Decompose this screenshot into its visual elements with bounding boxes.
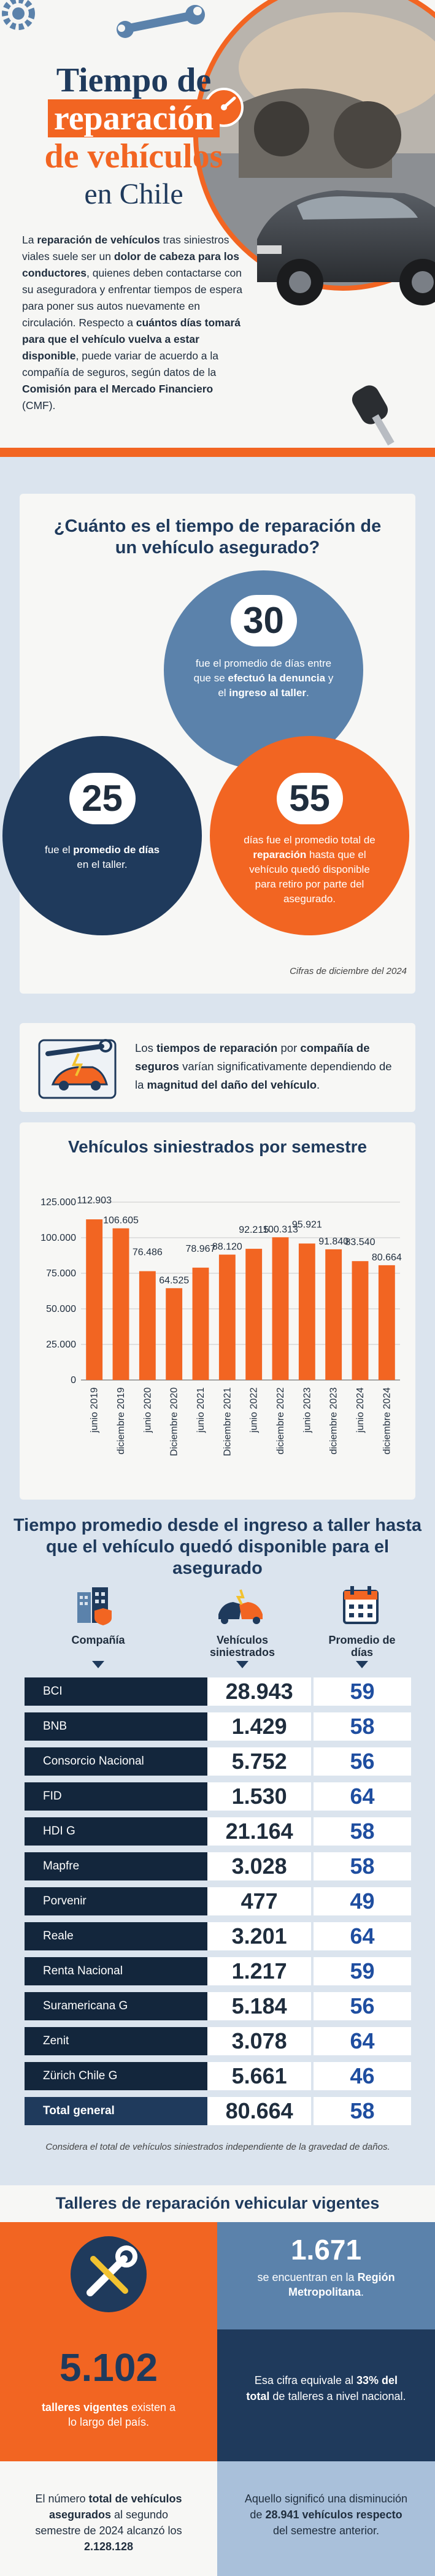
bar-diciembre-2022 [272,1237,289,1380]
table-total-row [25,2097,411,2125]
workshops-title: Talleres de reparación vehicular vigentes [55,2194,380,2212]
stat-circle-denuncia: 30 fue el promedio de días entre que se efectuó la denuncia y el ingreso al taller. [164,570,363,770]
bar-value-label: 91.840 [318,1236,349,1247]
x-tick-label: diciembre 2023 [328,1387,339,1455]
bar-value-label: 88.120 [212,1241,242,1252]
days-cell: 59 [314,1957,411,1985]
days-cell: 46 [314,2062,411,2090]
company-name-cell: Zenit [25,2027,207,2055]
bar-value-label: 80.664 [371,1252,402,1263]
y-tick-label: 75.000 [46,1268,76,1279]
workshops-title-bar [0,2185,435,2222]
stat-number-25: 25 [69,773,136,824]
hero-title [42,61,226,213]
total-workshops-number: 5.102 [59,2345,158,2390]
tile-insured-vehicles: El número total de vehículos asegurados al segundo semestre de 2024 alcanzó los 2.128.128 [0,2461,217,2576]
company-name-cell: Porvenir [25,1887,207,1915]
days-cell: 64 [314,2027,411,2055]
col-header-vehicles: Vehículos siniestrados [209,1634,275,1658]
table-row [25,1817,411,1846]
chevron-down-icon [356,1661,368,1668]
tools-icon [69,2234,148,2314]
company-name-cell: Reale [25,1922,207,1950]
bar-value-label: 64.525 [159,1275,190,1286]
days-cell: 64 [314,1922,411,1950]
vehicles-cell: 1.217 [207,1957,311,1985]
days-cell: 56 [314,1747,411,1776]
tile-total-workshops: 5.102 talleres vigentes existen a lo largo del país. [0,2222,217,2461]
bar-value-label: 112.903 [77,1195,112,1206]
x-tick-label: junio 2019 [89,1387,100,1433]
intro-paragraph: La reparación de vehículos tras siniestros viales suele ser un dolor de cabeza para los conductores, quienes deben contactarse con su aseguradora y enfrentar tiempos de espera para poner sus autos nuevamente en circulación. Respecto a cuántos días tomará para que el vehículo vuelva a estar disponible, puede variar de acuerdo a la compañía de seguros, según datos de la Comisión para el Mercado Financiero (CMF). [22,234,242,412]
bar-diciembre-2023 [325,1249,342,1380]
vehicles-cell: 477 [207,1887,311,1915]
chart-card [20,1122,415,1500]
col-header-days: Promedio de días [328,1634,396,1658]
bar-junio-2020 [139,1271,156,1380]
hero-divider [0,448,435,457]
table-row [25,2062,411,2090]
tile-metropolitan: 1.671 se encuentran en la Región Metropolitana. [217,2222,435,2329]
company-name-cell: Consorcio Nacional [25,1747,207,1776]
x-tick-label: junio 2021 [196,1387,206,1433]
table-section [0,1509,435,2183]
wrench-icon [117,4,209,47]
title-line-1: Tiempo de [56,61,212,99]
days-cell: 64 [314,1782,411,1811]
y-tick-label: 100.000 [40,1233,76,1243]
x-tick-label: diciembre 2022 [275,1387,286,1455]
table-row [25,1712,411,1741]
bar-value-label: 78.967 [185,1243,216,1254]
gear-icon [0,0,43,37]
table-row [25,1677,411,1706]
company-name-cell: Suramericana G [25,1992,207,2020]
vehicles-cell: 21.164 [207,1817,311,1846]
bar-diciembre-2020 [166,1288,182,1380]
stat-circle-taller: 25 fue el promedio de días en el taller. [2,736,202,935]
repair-time-section [0,457,435,1012]
company-name-cell: BNB [25,1712,207,1741]
y-tick-label: 50.000 [46,1304,76,1314]
bar-value-label: 106.605 [103,1215,139,1226]
stat-circle-total: 55 días fue el promedio total de reparación hasta que el vehículo quedó disponible para retiro por parte del asegurado. [210,736,409,935]
x-tick-label: Diciembre 2021 [222,1387,233,1457]
bar-diciembre-2024 [379,1265,395,1380]
vehicles-cell: 28.943 [207,1677,311,1706]
vehicles-cell: 3.078 [207,2027,311,2055]
bar-value-label: 100.313 [263,1224,298,1235]
company-name-cell: BCI [25,1677,207,1706]
table-row [25,1852,411,1880]
car-repair-icon [34,1035,120,1103]
company-name-cell: Renta Nacional [25,1957,207,1985]
bar-junio-2023 [299,1243,315,1380]
table-row [25,1887,411,1915]
vehicles-cell: 1.429 [207,1712,311,1741]
y-tick-label: 125.000 [40,1197,76,1208]
chart-title: Vehículos siniestrados por semestre [67,1137,368,1156]
bar-junio-2022 [245,1249,262,1380]
y-tick-label: 25.000 [46,1340,76,1350]
bar-value-label: 92.215 [239,1225,269,1236]
company-name-cell: HDI G [25,1817,207,1846]
days-cell: 58 [314,1852,411,1880]
section-title: ¿Cuánto es el tiempo de reparación de un vehículo asegurado? [53,516,382,558]
repair-time-card [20,494,415,994]
tile-percentage: Esa cifra equivale al 33% del total de talleres a nivel nacional. [217,2329,435,2461]
bar-junio-2019 [86,1219,102,1380]
bar-value-label: 76.486 [132,1247,163,1258]
bar-value-label: 95.921 [291,1219,322,1230]
variation-note-card [20,1023,415,1112]
x-tick-label: junio 2020 [142,1387,153,1433]
table-row [25,1922,411,1950]
table-title: Tiempo promedio desde el ingreso a taller hasta que el vehículo quedó disponible para el asegurado [13,1516,422,1578]
company-name-cell: Mapfre [25,1852,207,1880]
figures-footnote: Cifras de diciembre del 2024 [290,966,407,976]
table-note: Considera el total de vehículos siniestrados independiente de la gravedad de daños. [45,2142,390,2152]
car-key-icon [350,380,417,448]
vehicles-cell: 3.201 [207,1922,311,1950]
stat-number-55: 55 [277,773,343,824]
x-tick-label: junio 2022 [248,1387,260,1433]
table-row [25,1992,411,2020]
title-line-4: en Chile [84,178,183,210]
days-cell: 56 [314,1992,411,2020]
company-name-cell: FID [25,1782,207,1811]
days-cell: 58 [314,2097,411,2125]
vehicles-cell: 80.664 [207,2097,311,2125]
metropolitan-number: 1.671 [290,2234,362,2266]
x-tick-label: Diciembre 2020 [169,1387,180,1457]
days-cell: 58 [314,1817,411,1846]
stat-number-30: 30 [231,595,297,646]
chevron-down-icon [236,1661,248,1668]
bar-junio-2024 [352,1261,369,1380]
company-building-icon [74,1584,117,1627]
days-cell: 58 [314,1712,411,1741]
bar-chart [20,1171,415,1490]
col-header-company: Compañía [71,1634,125,1646]
y-tick-label: 0 [71,1375,76,1386]
x-tick-label: junio 2024 [355,1387,366,1433]
days-cell: 59 [314,1677,411,1706]
tile-decrease: Aquello significó una disminución de 28.941 vehículos respecto del semestre anterior. [217,2461,435,2576]
workshops-section [0,2185,435,2576]
variation-note: Los tiempos de reparación por compañía de seguros varían significativamente dependiendo de la magnitud del daño del vehículo. [135,1041,392,1091]
title-line-3: de vehículos [44,137,223,175]
bar-diciembre-2019 [113,1229,129,1380]
vehicles-cell: 5.184 [207,1992,311,2020]
x-tick-label: diciembre 2024 [382,1387,393,1455]
calendar-icon [341,1584,381,1627]
bar-diciembre-2021 [219,1255,236,1380]
days-cell: 49 [314,1887,411,1915]
company-name-cell: Zürich Chile G [25,2062,207,2090]
x-tick-label: diciembre 2019 [116,1387,126,1455]
crashed-cars-icon [216,1584,265,1627]
chevron-down-icon [92,1661,104,1668]
hero [0,0,435,457]
vehicles-cell: 1.530 [207,1782,311,1811]
table-row [25,1957,411,1985]
table-row [25,2027,411,2055]
vehicles-cell: 5.661 [207,2062,311,2090]
bar-value-label: 83.540 [345,1237,375,1248]
x-tick-label: junio 2023 [302,1387,313,1433]
table-row [25,1747,411,1776]
bar-junio-2021 [193,1268,209,1380]
table-row [25,1782,411,1811]
company-name-cell: Total general [25,2097,207,2125]
title-line-2: reparación [48,99,220,137]
vehicles-cell: 5.752 [207,1747,311,1776]
vehicles-cell: 3.028 [207,1852,311,1880]
